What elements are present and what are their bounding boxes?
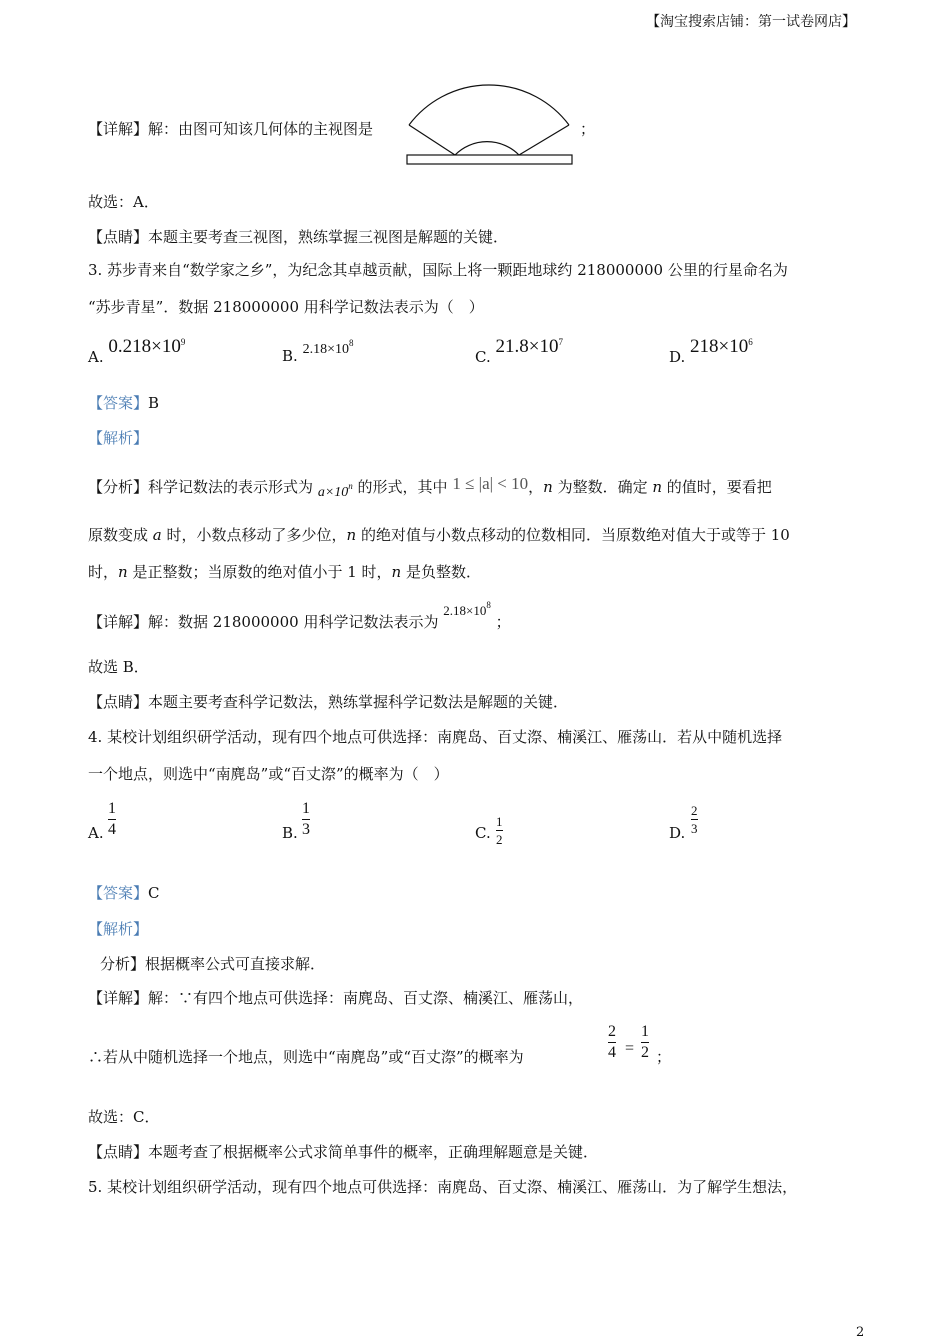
var-n: n [118,563,128,581]
analysis-head: 【分析】 [88,478,149,496]
q3-stem-line2: “苏步青星”．数据 218000000 用科学记数法表示为（ ） [88,298,484,316]
q4-option-b-letter: B. [282,824,298,842]
option-exponent: 8 [348,338,354,348]
shop-header: 【淘宝搜索店铺：第一试卷网店】 [646,14,856,30]
analysis-text: ， [528,478,544,496]
q4-option-d-fraction [691,804,698,835]
q4-choice: 故选：C． [88,1108,160,1126]
var-n: n [346,526,357,544]
option-letter: A. [88,348,104,366]
q4-detail-line [88,991,583,1006]
var-a: a [152,526,162,544]
denominator: 2 [496,832,503,847]
q3-analysis-line2 [88,528,790,543]
analysis-text: 是正整数；当原数的绝对值小于 1 时， [127,563,392,581]
q3-analysis-line3 [88,565,481,580]
analysis-text: 科学记数法的表示形式为 [148,478,314,496]
analysis-text: 时，小数点移动了多少位， [161,526,347,544]
q4-therefore-line: ∴若从中随机选择一个地点，则选中“南麂岛”或“百丈漈”的概率为 [88,1048,524,1066]
q4-option-b-fraction [302,801,310,838]
right-edge [519,125,569,155]
sci-notation-form: a×10 [317,485,349,500]
q4-analysis-label: 【解析】 [88,920,149,938]
q3-analysis-label: 【解析】 [88,429,149,447]
q3-choice: 故选 B． [88,658,149,676]
q4-stem-line1: 4. 某校计划组织研学活动，现有四个地点可供选择：南麂岛、百丈漈、楠溪江、雁荡山．若从中随机选择 [88,728,783,746]
left-edge [409,125,455,155]
analysis-text: 的绝对值与小数点移动的位数相同．当原数绝对值大于或等于 10 [356,526,790,544]
front-view-figure [403,75,578,167]
q2-choice: 故选：A． [88,193,159,211]
q4-eq-fraction-right [641,1024,649,1061]
answer-value: C [148,884,160,902]
numerator: 1 [108,800,116,817]
q2-detail-line [88,122,373,137]
option-value: 21.8×10 [495,336,559,357]
detail-end: ； [495,613,511,631]
denominator: 3 [691,821,698,836]
comment-label: 【点睛】 [88,693,149,711]
numerator: 1 [641,1023,649,1040]
numerator: 1 [302,800,310,817]
detail-end: ； [580,120,596,138]
q4-option-a-fraction [108,801,116,838]
option-letter: B. [282,347,298,365]
q5-stem-line1: 5. 某校计划组织研学活动，现有四个地点可供选择：南麂岛、百丈漈、楠溪江、雁荡山．为了解学生想法， [88,1178,798,1196]
analysis-text: 时， [88,563,119,581]
analysis-text: 为整数．确定 [552,478,653,496]
comment-label: 【点睛】 [88,228,149,246]
q4-option-c-fraction [496,815,503,846]
comment-text: 本题考查了根据概率公式求简单事件的概率，正确理解题意是关键． [148,1143,599,1161]
answer-label: 【答案】 [88,394,149,412]
analysis-text: 是负整数． [401,563,481,581]
q2-comment [88,230,508,245]
answer-value: B [148,394,160,412]
q3-option-b [282,338,354,365]
detail-value: 2.18×10 [443,603,487,618]
option-exponent: 9 [180,337,186,347]
detail-label: 【详解】 [88,120,149,138]
detail-text: 解：数据 218000000 用科学记数法表示为 [148,613,439,631]
option-letter: C. [475,348,491,366]
equals-sign: = [625,1040,635,1057]
answer-label: 【答案】 [88,884,149,902]
range-expression: 1 ≤ |a| < 10 [452,474,529,493]
comment-text: 本题主要考查三视图，熟练掌握三视图是解题的关键． [148,228,509,246]
detail-label: 【详解】 [88,613,149,631]
q4-option-a-letter: A. [88,824,104,842]
denominator: 2 [641,1044,649,1061]
detail-label: 【详解】 [88,989,149,1007]
analysis-text: 的形式，其中 [357,478,448,496]
var-n: n [391,563,402,581]
option-exponent: 6 [748,337,753,347]
outer-arc [409,85,569,125]
page-number: 2 [856,1325,865,1340]
var-n: n [652,478,663,496]
option-letter: D. [669,348,686,366]
option-exponent: 7 [558,337,563,347]
analysis-text: 原数变成 [88,526,153,544]
var-n: n [543,478,553,496]
comment-text: 本题主要考查科学记数法，熟练掌握科学记数法是解题的关键． [148,693,569,711]
detail-exponent: 8 [486,600,491,610]
denominator: 4 [108,821,116,838]
option-value: 218×10 [690,336,749,357]
q4-answer [88,886,160,901]
sci-notation-exponent: n [348,481,353,491]
inner-arc [455,142,519,155]
q4-analysis-text: 分析】根据概率公式可直接求解． [100,955,326,973]
denominator: 4 [608,1044,616,1061]
q3-comment [88,695,568,710]
option-value: 2.18×10 [302,342,349,357]
eq-end: ； [656,1048,672,1066]
q4-option-d-letter: D. [669,824,686,842]
q3-answer [88,396,159,411]
numerator: 2 [691,803,698,818]
q4-stem-line2: 一个地点，则选中“南麂岛”或“百丈漈”的概率为（ ） [88,765,449,783]
q4-comment [88,1145,598,1160]
option-value: 0.218×10 [108,336,181,357]
q4-option-c-letter: C. [475,824,491,842]
denominator: 3 [302,821,310,838]
numerator: 1 [496,814,503,829]
numerator: 2 [608,1023,616,1040]
detail-text: 解：∵有四个地点可供选择：南麂岛、百丈漈、楠溪江、雁荡山， [148,989,584,1007]
comment-label: 【点睛】 [88,1143,149,1161]
q3-analysis-line1 [88,474,772,500]
q3-stem-line1: 3. 苏步青来自“数学家之乡”，为纪念其卓越贡献，国际上将一颗距地球约 218000000 公里的行星命名为 [88,261,788,279]
detail-text: 解：由图可知该几何体的主视图是 [148,120,374,138]
analysis-text: 的值时，要看把 [662,478,772,496]
base-rect [407,155,572,164]
q4-eq-fraction-left [608,1024,616,1061]
